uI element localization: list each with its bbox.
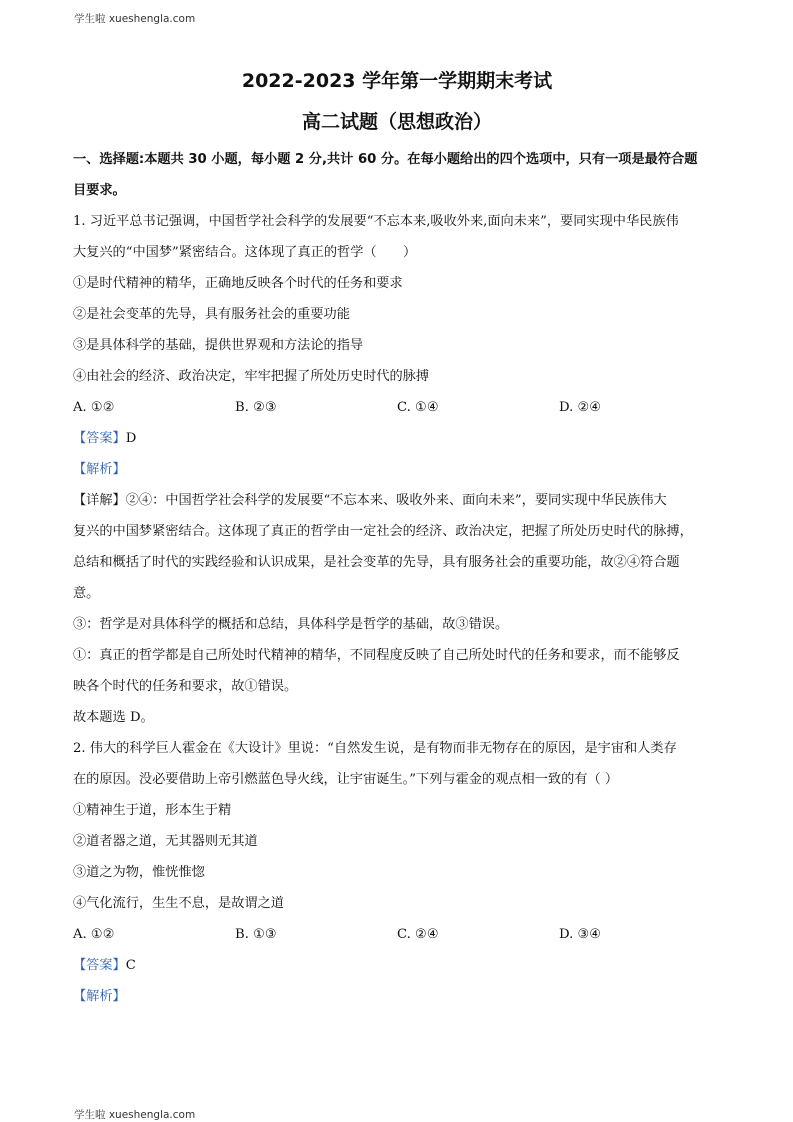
q1-stem: 1. 习近平总书记强调，中国哲学社会科学的发展要“不忘本来,吸收外来,面向未来”，要同实现中华民族伟 xyxy=(73,214,679,229)
q1-item: ③是具体科学的基础，提供世界观和方法论的指导 xyxy=(73,338,364,353)
exam-subtitle: 高二试题（思想政治） xyxy=(301,111,492,133)
exam-title: 2022-2023 学年第一学期期末考试 xyxy=(241,70,553,92)
section-heading-line: 目要求。 xyxy=(73,183,126,198)
q1-item: ④由社会的经济、政治决定，牢牢把握了所处历史时代的脉搏 xyxy=(73,369,430,384)
answer-tag: 【答案】 xyxy=(73,958,126,973)
q1-option-b: B. ②③ xyxy=(235,400,277,415)
q2-analysis xyxy=(73,981,721,1012)
q1-options xyxy=(73,392,721,423)
question-2 xyxy=(73,733,721,1012)
answer-tag: 【答案】 xyxy=(73,431,126,446)
q1-answer xyxy=(73,423,721,454)
q2-item: ③道之为物，惟恍惟惚 xyxy=(73,865,205,880)
footer-site: 学生啦 xueshengla.com xyxy=(74,1109,196,1121)
q1-option-d: D. ②④ xyxy=(559,400,602,415)
q2-answer xyxy=(73,950,721,981)
header-site: 学生啦 xueshengla.com xyxy=(74,13,196,25)
q2-stem: 2. 伟大的科学巨人霍金在《大设计》里说：“自然发生说，是有物而非无物存在的原因，是宇宙和人类存 xyxy=(73,741,677,756)
answer-value: C xyxy=(125,958,136,973)
question-1 xyxy=(73,206,721,733)
q1-detail-line: 总结和概括了时代的实践经验和认识成果，是社会变革的先导，具有服务社会的重要功能，故②④符合题 xyxy=(73,555,680,570)
q2-stem: 在的原因。没必要借助上帝引燃蓝色导火线，让宇宙诞生。”下列与霍金的观点相一致的有（ ） xyxy=(73,772,619,787)
q1-detail-line: 故本题选 D。 xyxy=(73,710,154,725)
section-heading xyxy=(73,144,721,206)
q2-option-d: D. ③④ xyxy=(559,927,602,942)
q1-analysis xyxy=(73,454,721,485)
detail-tag: 【详解】 xyxy=(73,493,126,508)
q1-item: ①是时代精神的精华，正确地反映各个时代的任务和要求 xyxy=(73,276,403,291)
answer-value: D xyxy=(125,431,137,446)
q2-item: ④气化流行，生生不息，是故谓之道 xyxy=(73,896,284,911)
q1-detail-line: 复兴的中国梦紧密结合。这体现了真正的哲学由一定社会的经济、政治决定，把握了所处历史时代的脉搏， xyxy=(73,524,693,539)
q1-detail-line: 映各个时代的任务和要求，故①错误。 xyxy=(73,679,298,694)
q2-option-a: A. ①② xyxy=(73,927,115,942)
q2-item: ②道者器之道，无其器则无其道 xyxy=(73,834,258,849)
page-content xyxy=(73,66,721,1012)
q1-detail xyxy=(73,485,721,516)
q1-detail-line: ①：真正的哲学都是自己所处时代精神的精华，不同程度反映了自己所处时代的任务和要求，而不能够反 xyxy=(73,648,680,663)
q1-detail-line: 意。 xyxy=(73,586,100,601)
q1-option-a: A. ①② xyxy=(73,400,115,415)
q2-item: ①精神生于道，形本生于精 xyxy=(73,803,232,818)
q1-item: ②是社会变革的先导，具有服务社会的重要功能 xyxy=(73,307,350,322)
q1-option-c: C. ①④ xyxy=(397,400,439,415)
section-heading-line: 一、选择题:本题共 30 小题，每小题 2 分,共计 60 分。在每小题给出的四个选项中，只有一项是最符合题 xyxy=(73,152,698,167)
q1-detail-line: ③：哲学是对具体科学的概括和总结，具体科学是哲学的基础，故③错误。 xyxy=(73,617,509,632)
analysis-tag: 【解析】 xyxy=(73,462,126,477)
q2-option-c: C. ②④ xyxy=(397,927,439,942)
q2-option-b: B. ①③ xyxy=(235,927,277,942)
q2-options xyxy=(73,919,721,950)
detail-text: ②④：中国哲学社会科学的发展要“不忘本来、吸收外来、面向未来”，要同实现中华民族伟大 xyxy=(125,493,667,508)
q1-stem: 大复兴的“中国梦”紧密结合。这体现了真正的哲学（ ） xyxy=(73,245,417,260)
analysis-tag: 【解析】 xyxy=(73,989,126,1004)
